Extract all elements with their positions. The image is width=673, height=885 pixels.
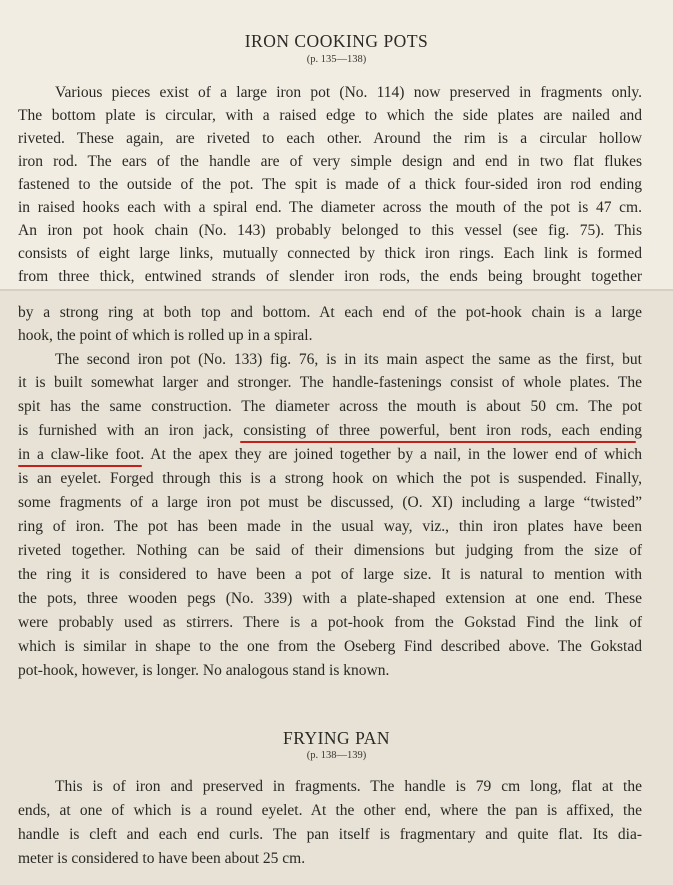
paragraph-line: the pots, three wooden pegs (No. 339) with a plate-shaped extension at one end. These xyxy=(18,590,642,607)
red-underline-annotation xyxy=(18,465,142,467)
paragraph-line: from three thick, entwined strands of slender iron rods, the ends being brought together xyxy=(18,268,642,285)
paragraph-line: iron rod. The ears of the handle are of very simple design and end in two flat flukes xyxy=(18,153,642,170)
page-reference: (p. 135—138) xyxy=(306,54,367,65)
paragraph-line: fastened to the outside of the pot. The spit is made of a thick four-sided iron rod ending xyxy=(18,176,642,193)
paragraph-line: An iron pot hook chain (No. 143) probably belonged to this vessel (see fig. 75). This xyxy=(18,222,642,239)
paragraph-line: is furnished with an iron jack, consisting of three powerful, bent iron rods, each ending xyxy=(18,422,642,439)
paragraph-line: which is similar in shape to the one from the Oseberg Find described above. The Gokstad xyxy=(18,638,642,655)
paragraph-line: Various pieces exist of a large iron pot (No. 114) now preserved in fragments only. xyxy=(55,84,642,101)
paragraph-line: pot-hook, however, is longer. No analogous stand is known. xyxy=(18,662,390,679)
paragraph-line: riveted together. Nothing can be said of their dimensions but judging from the size of xyxy=(18,542,642,559)
paragraph-line: This is of iron and preserved in fragments. The handle is 79 cm long, flat at the xyxy=(55,778,642,795)
paragraph-line: ends, at one of which is a round eyelet. At the other end, where the pan is affixed, the xyxy=(18,802,642,819)
paragraph-line: in raised hooks each with a spiral end. The diameter across the mouth of the pot is 47 cm. xyxy=(18,199,642,216)
paragraph-line: ring of iron. The pot has been made in the usual way, viz., thin iron plates have been xyxy=(18,518,642,535)
section-title: IRON COOKING POTS xyxy=(244,31,429,51)
paragraph-line: riveted. These again, are riveted to each other. Around the rim is a circular hollow xyxy=(18,130,642,147)
paragraph-line: were probably used as stirrers. There is a pot-hook from the Gokstad Find the link of xyxy=(18,614,642,631)
paragraph-line: is an eyelet. Forged through this is a strong hook on which the pot is suspended. Finally, xyxy=(18,470,642,487)
paragraph-line: some fragments of a large iron pot must be discussed, (O. XI) including a large “twisted” xyxy=(18,494,642,511)
paragraph-line: hook, the point of which is rolled up in a spiral. xyxy=(18,327,313,344)
paragraph-line: handle is cleft and each end curls. The pan itself is fragmentary and quite flat. Its dia- xyxy=(18,826,642,843)
paragraph-line: The second iron pot (No. 133) fig. 76, is in its main aspect the same as the first, but xyxy=(55,351,642,368)
paragraph-line: meter is considered to have been about 25 cm. xyxy=(18,850,306,867)
paragraph-line: by a strong ring at both top and bottom. At each end of the pot-hook chain is a large xyxy=(18,304,642,321)
paragraph-line: it is built somewhat larger and stronger. The handle-fastenings consist of whole plates. The xyxy=(18,374,642,391)
paragraph-line: the ring it is considered to have been a pot of large size. It is natural to mention with xyxy=(18,566,642,583)
section-title: FRYING PAN xyxy=(283,728,390,748)
paragraph-line: consists of eight large links, mutually connected by thick iron rings. Each link is formed xyxy=(18,245,642,262)
paragraph-line: The bottom plate is circular, with a raised edge to which the side plates are nailed and xyxy=(18,107,642,124)
scan-fold-line xyxy=(0,289,673,291)
page-reference: (p. 138—139) xyxy=(306,750,367,761)
red-underline-annotation xyxy=(240,441,636,443)
paragraph-line: in a claw-like foot. At the apex they are joined together by a nail, in the lower end of which xyxy=(18,446,642,463)
paragraph-line: spit has the same construction. The diameter across the mouth is about 50 cm. The pot xyxy=(18,398,642,415)
